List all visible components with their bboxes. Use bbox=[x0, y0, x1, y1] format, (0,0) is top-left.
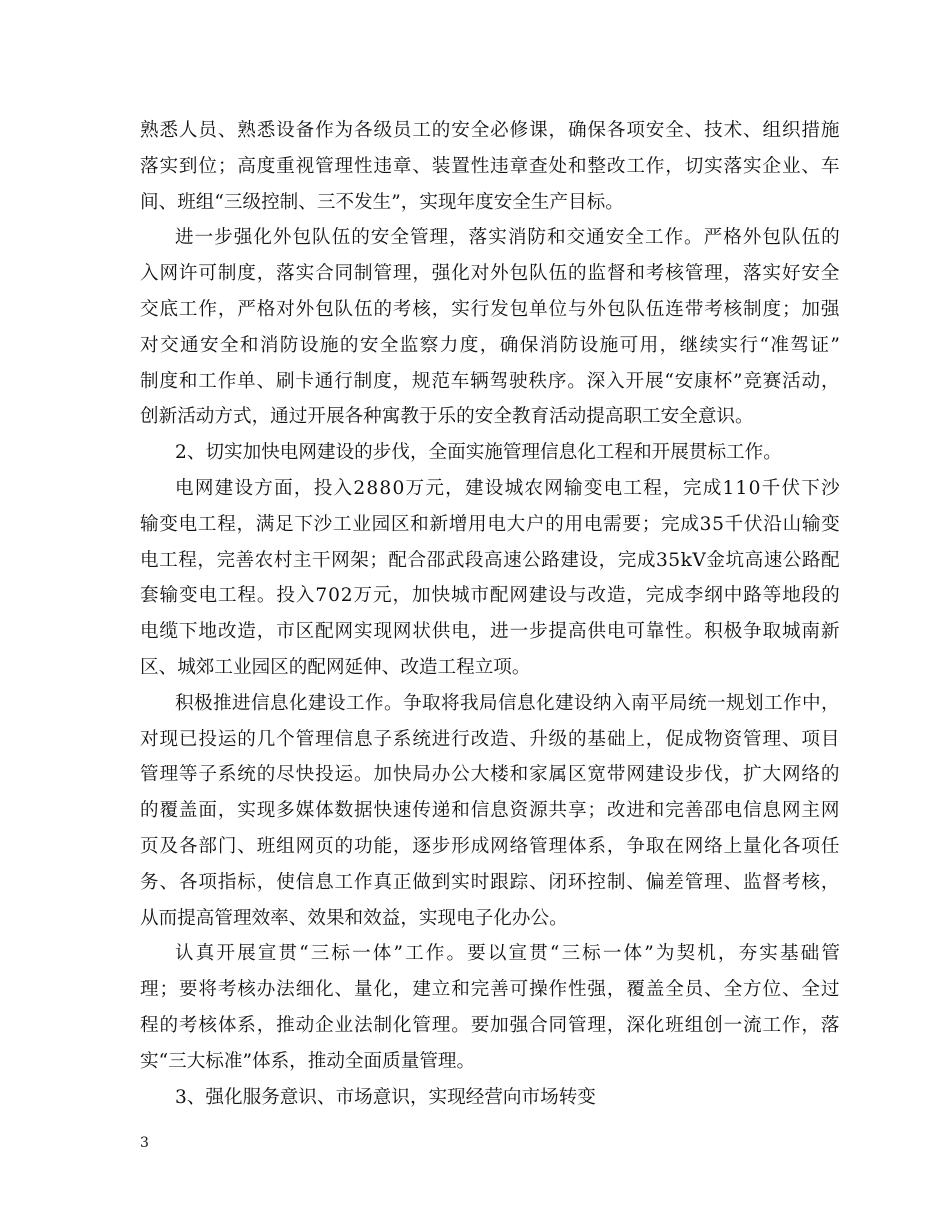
text-line: 进 一 步 强 化 外 包 队 伍 的 安 全 管 理 ， 落 实 消 防 和 交 通 安 全 工 作 。 严 格 外 包 队 伍 的 bbox=[175, 227, 840, 249]
text-line: 的 覆 盖 面 ， 实 现 多 媒 体 数 据 快 速 传 递 和 信 息 资 源 共 享 ； 改 进 和 完 善 邵 电 信 息 网 主 网 bbox=[140, 800, 840, 822]
text-line: 管 理 等 子 系 统 的 尽 快 投 运 。 加 快 局 办 公 大 楼 和 家 属 区 宽 带 网 建 设 步 伐 ， 扩 大 网 络 的 bbox=[140, 764, 840, 786]
text-line: 实“三大标准”体系，推动全面质量管理。 bbox=[140, 1050, 476, 1072]
text-line: 从而提高管理效率、效果和效益，实现电子化办公。 bbox=[140, 907, 568, 929]
text-line: 认 真 开 展 宣 贯 “ 三 标 一 体 ” 工 作 。 要 以 宣 贯 “ 三 标 一 体 ” 为 契 机 ， 夯 实 基 础 管 bbox=[175, 943, 840, 965]
text-line: 间、班组“三级控制、三不发生”，实现年度安全生产目标。 bbox=[140, 191, 624, 213]
text-line: 务 、 各 项 指 标 ， 使 信 息 工 作 真 正 做 到 实 时 跟 踪 、 闭 环 控 制 、 偏 差 管 理 、 监 督 考 核 ， bbox=[140, 871, 840, 893]
document-body bbox=[140, 113, 840, 1115]
text-line: 交 底 工 作 ， 严 格 对 外 包 队 伍 的 考 核 ， 实 行 发 包 单 位 与 外 包 队 伍 连 带 考 核 制 度 ； 加 强 bbox=[140, 298, 840, 320]
text-line: 页 及 各 部 门 、 班 组 网 页 的 功 能 ， 逐 步 形 成 网 络 管 理 体 系 ， 争 取 在 网 络 上 量 化 各 项 任 bbox=[140, 835, 840, 857]
text-line: 电 缆 下 地 改 造 ， 市 区 配 网 实 现 网 状 供 电 ， 进 一 步 提 高 供 电 可 靠 性 。 积 极 争 取 城 南 新 bbox=[140, 621, 840, 643]
text-line: 积 极 推 进 信 息 化 建 设 工 作 。 争 取 将 我 局 信 息 化 建 设 纳 入 南 平 局 统 一 规 划 工 作 中 ， bbox=[175, 692, 840, 714]
text-line: 对 现 已 投 运 的 几 个 管 理 信 息 子 系 统 进 行 改 造 、 升 级 的 基 础 上 ， 促 成 物 资 管 理 、 项 目 bbox=[140, 728, 840, 750]
text-line: 落 实 到 位 ； 高 度 重 视 管 理 性 违 章 、 装 置 性 违 章 查 处 和 整 改 工 作 ， 切 实 落 实 企 业 、 车 bbox=[140, 155, 840, 177]
text-line: 理 ； 要 将 考 核 办 法 细 化 、 量 化 ， 建 立 和 完 善 可 操 作 性 强 ， 覆 盖 全 员 、 全 方 位 、 全 过 bbox=[140, 979, 840, 1001]
text-line: 套 输 变 电 工 程 。 投 入 7 0 2 万 元 ， 加 快 城 市 配 网 建 设 与 改 造 ， 完 成 李 纲 中 路 等 地 段 的 bbox=[140, 585, 840, 607]
text-line: 电 网 建 设 方 面 ， 投 入 2 8 8 0 万 元 ， 建 设 城 农 网 输 变 电 工 程 ， 完 成 1 1 0 千 伏 下 沙 bbox=[175, 477, 840, 499]
text-line: 程 的 考 核 体 系 ， 推 动 企 业 法 制 化 管 理 。 要 加 强 合 同 管 理 ， 深 化 班 组 创 一 流 工 作 ， 落 bbox=[140, 1014, 840, 1036]
text-line: 3、强化服务意识、市场意识，实现经营向市场转变 bbox=[175, 1086, 596, 1108]
text-line: 2、切实加快电网建设的步伐，全面实施管理信息化工程和开展贯标工作。 bbox=[175, 442, 782, 464]
text-line: 入 网 许 可 制 度 ， 落 实 合 同 制 管 理 ， 强 化 对 外 包 队 伍 的 监 督 和 考 核 管 理 ， 落 实 好 安 全 bbox=[140, 263, 840, 285]
text-line: 对 交 通 安 全 和 消 防 设 施 的 安 全 监 察 力 度 ， 确 保 消 防 设 施 可 用 ， 继 续 实 行 “ 准 驾 证 ” bbox=[140, 334, 840, 356]
text-line: 创新活动方式，通过开展各种寓教于乐的安全教育活动提高职工安全意识。 bbox=[140, 406, 754, 428]
text-line: 熟 悉 人 员 、 熟 悉 设 备 作 为 各 级 员 工 的 安 全 必 修 课 ， 确 保 各 项 安 全 、 技 术 、 组 织 措 施 bbox=[140, 120, 840, 141]
text-line: 区、城郊工业园区的配网延伸、改造工程立项。 bbox=[140, 656, 531, 678]
page-number: 3 bbox=[140, 1135, 149, 1151]
text-line: 制 度 和 工 作 单 、 刷 卡 通 行 制 度 ， 规 范 车 辆 驾 驶 秩 序 。 深 入 开 展 “ 安 康 杯 ” 竞 赛 活 动 ， bbox=[140, 370, 840, 392]
text-line: 输 变 电 工 程 ， 满 足 下 沙 工 业 园 区 和 新 增 用 电 大 户 的 用 电 需 要 ； 完 成 3 5 千 伏 沿 山 输 变 bbox=[140, 513, 840, 535]
text-line: 电 工 程 ， 完 善 农 村 主 干 网 架 ； 配 合 邵 武 段 高 速 公 路 建 设 ， 完 成 3 5 k V 金 坑 高 速 公 路 配 bbox=[140, 549, 840, 571]
